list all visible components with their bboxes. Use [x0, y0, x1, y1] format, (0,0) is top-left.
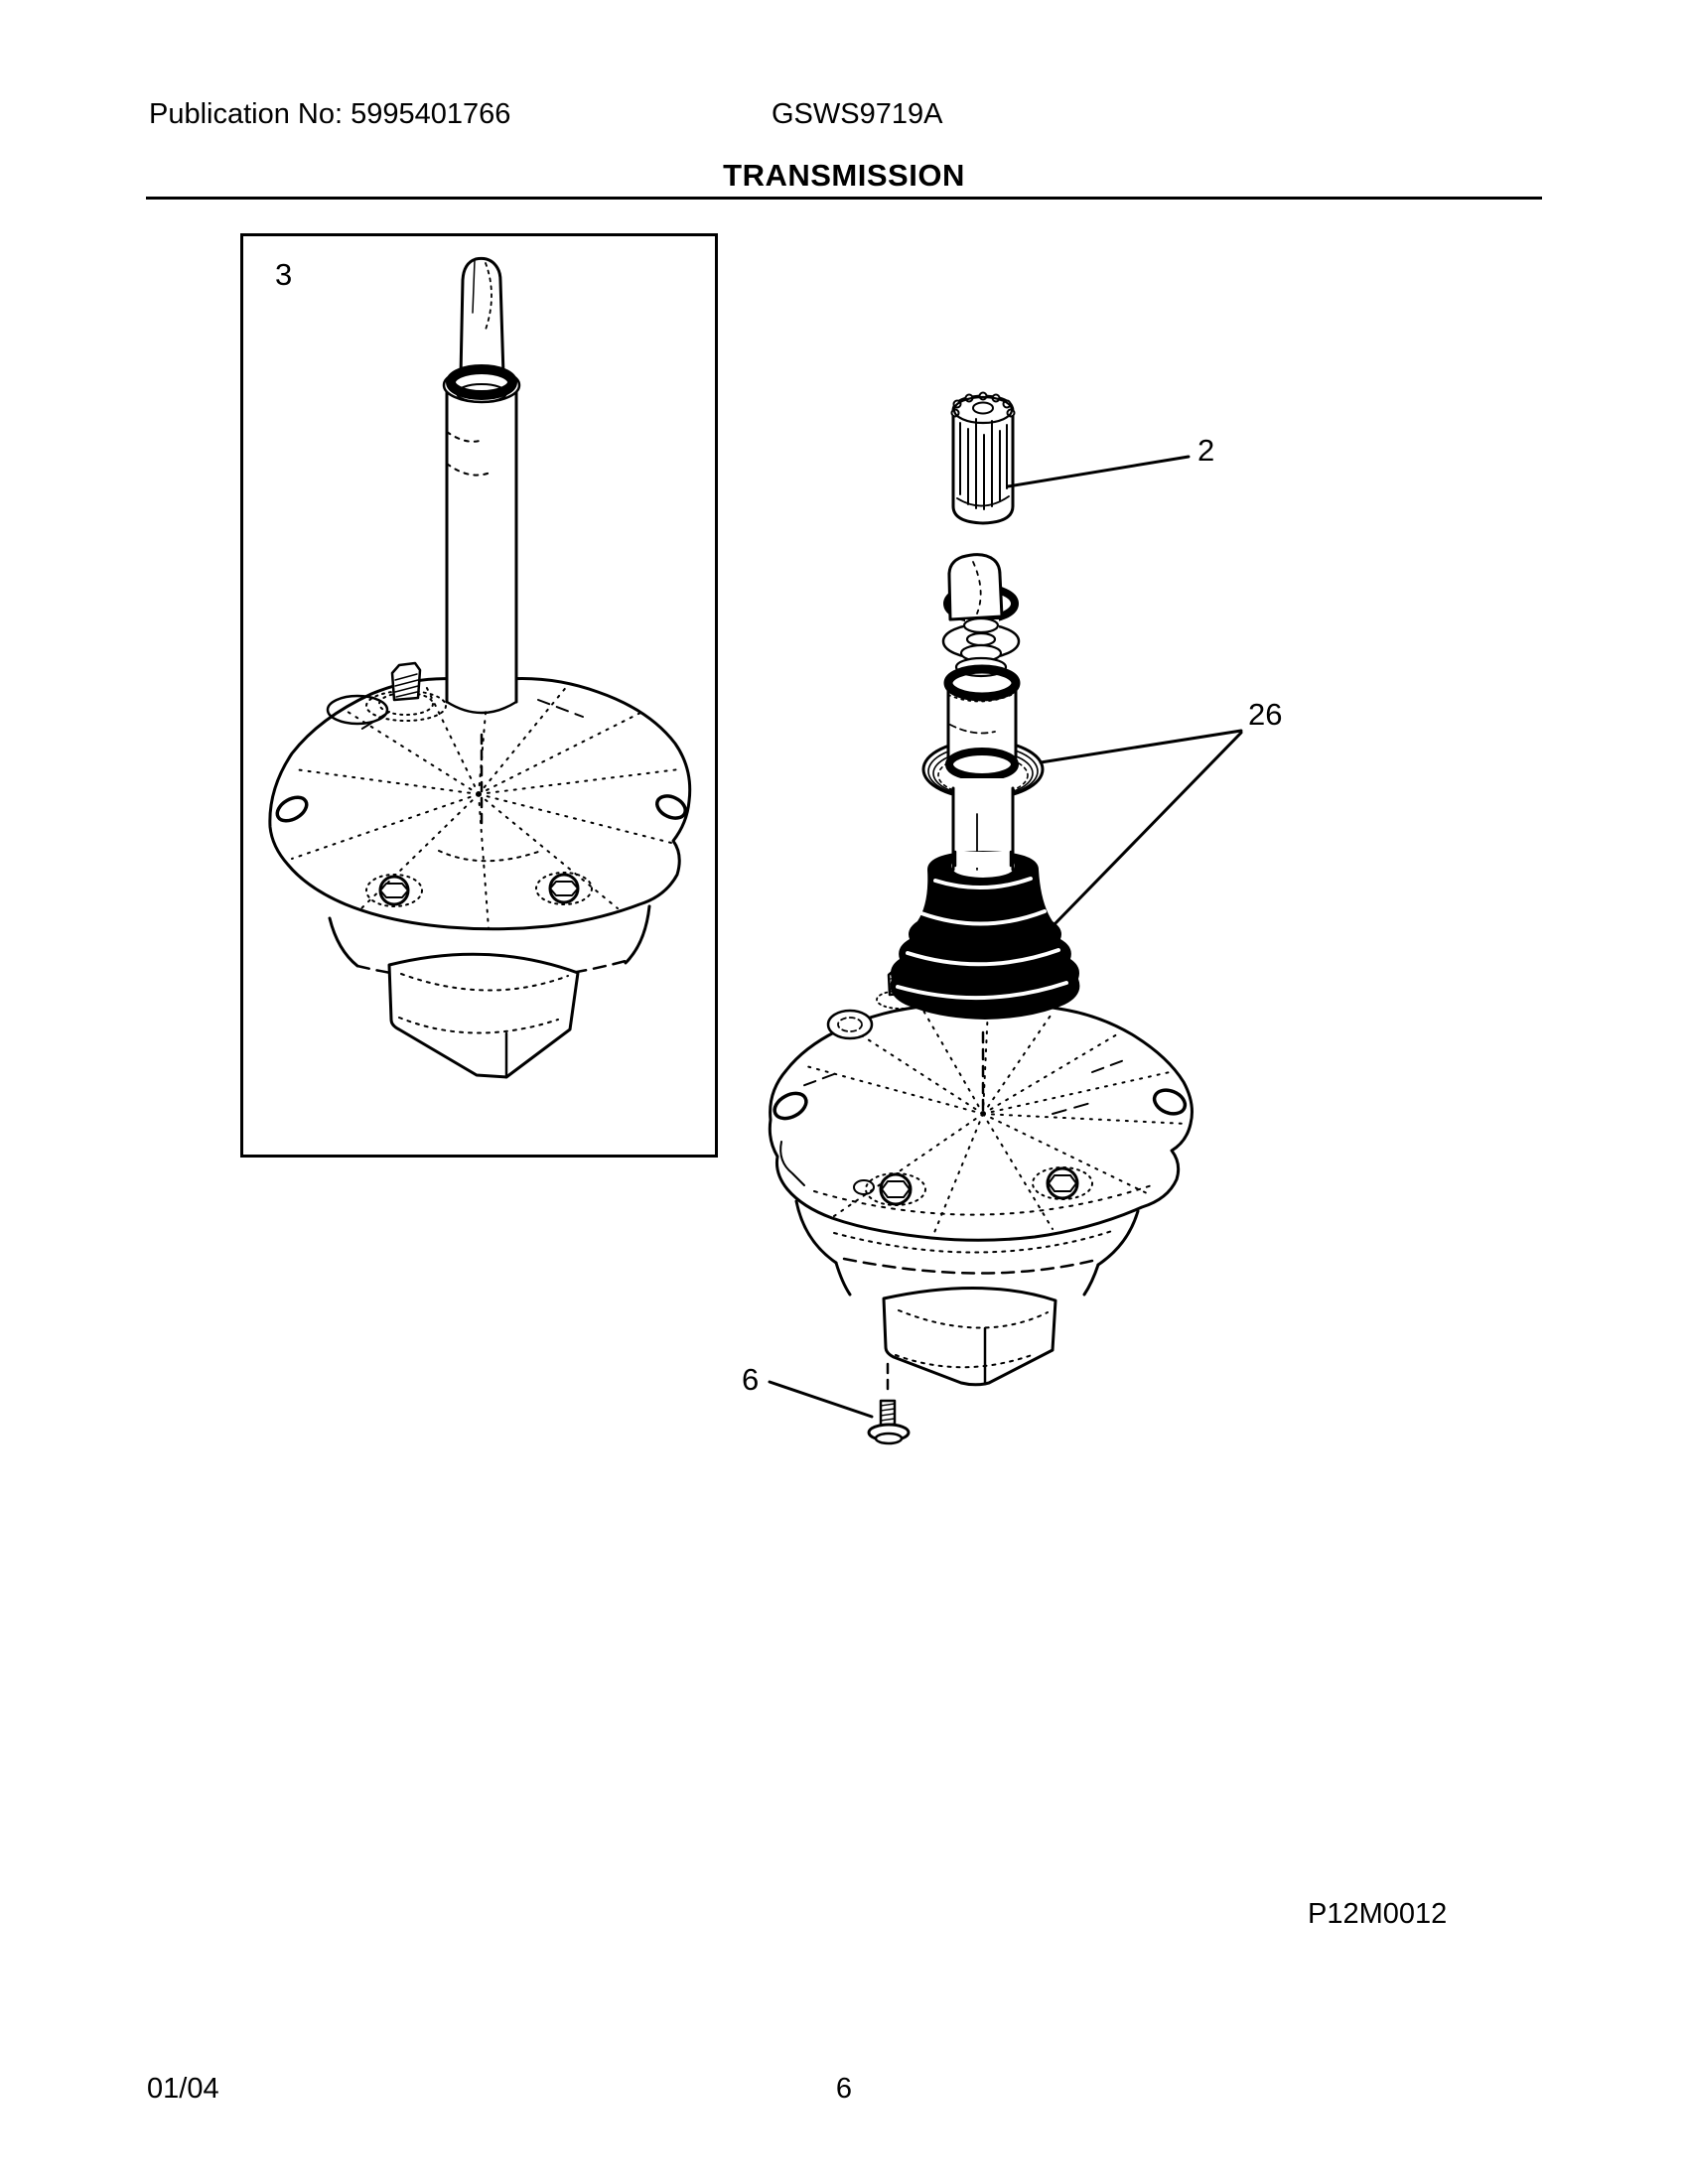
pedestal-base — [884, 1288, 1055, 1384]
image-code: P12M0012 — [1308, 1898, 1448, 1930]
gearcase-cover — [770, 1005, 1192, 1241]
callout-label-seal-kit: 26 — [1248, 697, 1283, 732]
spline-coupler — [952, 393, 1015, 524]
mounting-screw — [869, 1364, 909, 1443]
footer-date: 01/04 — [147, 2073, 219, 2105]
model-number: GSWS9719A — [772, 98, 943, 130]
exploded-view-drawing — [536, 377, 1311, 1469]
gearcase-lower — [770, 968, 1192, 1385]
cover-bolt — [1048, 1168, 1077, 1198]
shaft-seal-stack — [923, 555, 1043, 870]
callout-label-screw: 6 — [742, 1362, 760, 1397]
input-shaft-tip — [949, 555, 1002, 619]
leader-to-coupler — [1008, 457, 1189, 486]
callout-label-coupler: 2 — [1197, 433, 1215, 468]
boot-seal — [891, 851, 1080, 1020]
leader-to-screw — [770, 1382, 872, 1417]
leader-to-boot-seal — [1055, 733, 1241, 923]
leader-to-flange-seal — [1041, 731, 1241, 762]
page-title: TRANSMISSION — [723, 158, 965, 193]
cover-bolt — [881, 1174, 911, 1204]
footer-page-number: 6 — [835, 2073, 853, 2105]
publication-number: Publication No: 5995401766 — [149, 98, 511, 130]
agitator-shaft — [447, 382, 516, 708]
shaft-tip — [461, 258, 503, 375]
callout-label-assembly: 3 — [275, 257, 293, 292]
title-divider — [146, 197, 1542, 200]
